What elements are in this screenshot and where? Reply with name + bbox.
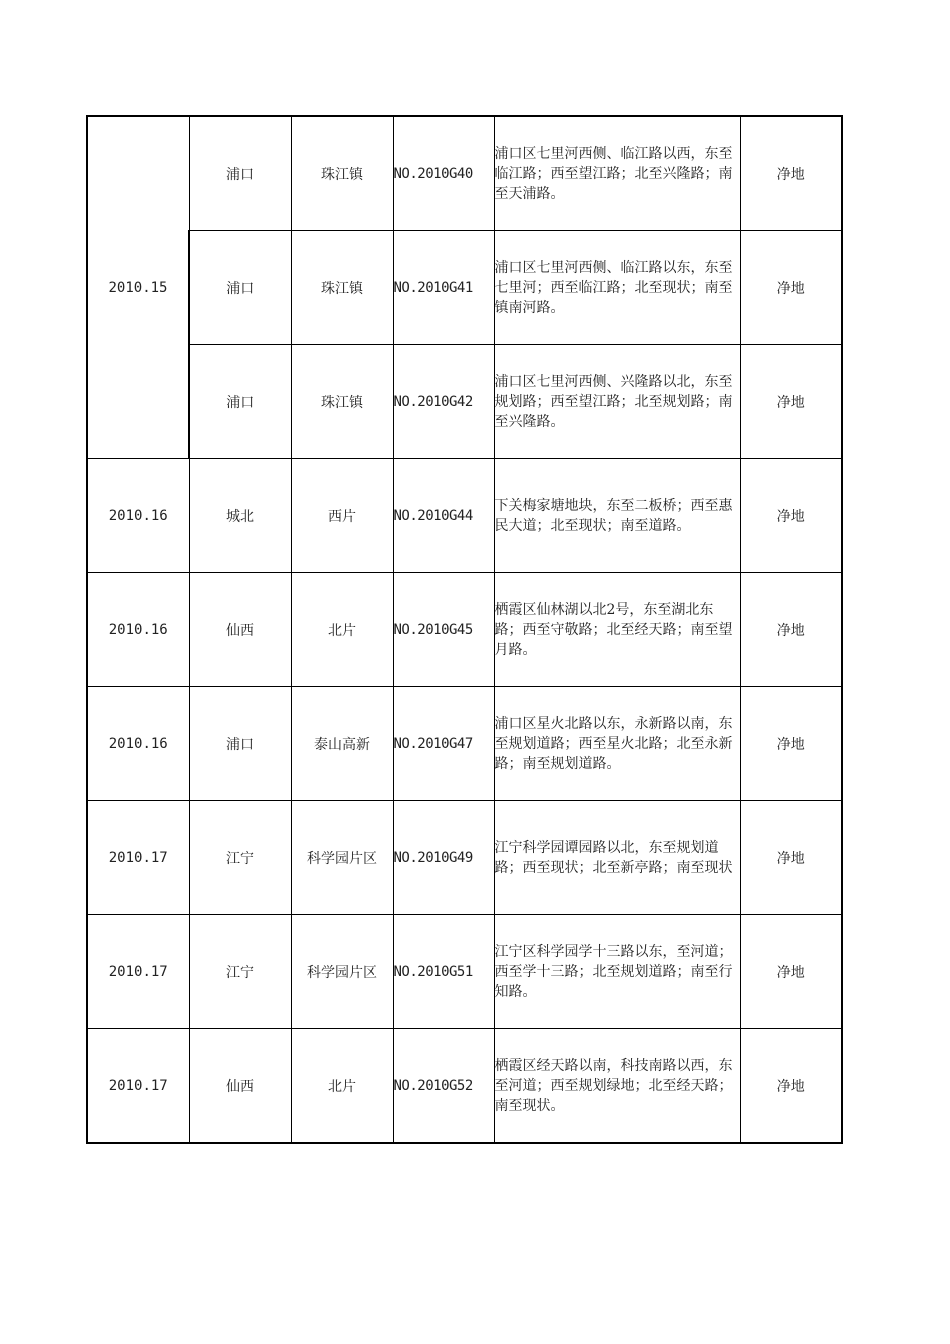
table-row [87, 573, 842, 687]
table-row [87, 1029, 842, 1144]
district-cell: 浦口 [189, 687, 291, 801]
location-cell: 栖霞区经天路以南，科技南路以西，东至河道；西至规划绿地；北至经天路；南至现状。 [494, 1029, 740, 1144]
date-cell: 2010.16 [87, 687, 189, 801]
status-cell: 净地 [740, 459, 842, 573]
district-cell: 仙西 [189, 573, 291, 687]
status-cell: 净地 [740, 801, 842, 915]
area-cell: 北片 [291, 573, 393, 687]
parcel-no-cell: NO.2010G51 [393, 915, 494, 1029]
date-cell: 2010.17 [87, 915, 189, 1029]
district-cell: 浦口 [189, 116, 291, 231]
parcel-no-cell: NO.2010G44 [393, 459, 494, 573]
table-row [87, 459, 842, 573]
status-cell: 净地 [740, 116, 842, 231]
date-cell: 2010.16 [87, 573, 189, 687]
parcel-no-cell: NO.2010G45 [393, 573, 494, 687]
district-cell: 城北 [189, 459, 291, 573]
parcel-no-cell: NO.2010G47 [393, 687, 494, 801]
district-cell: 浦口 [189, 345, 291, 459]
area-cell: 科学园片区 [291, 915, 393, 1029]
location-cell: 栖霞区仙林湖以北2号，东至湖北东路；西至守敬路；北至经天路；南至望月路。 [494, 573, 740, 687]
date-cell: 2010.17 [87, 1029, 189, 1144]
status-cell: 净地 [740, 915, 842, 1029]
location-cell: 下关梅家塘地块，东至二板桥；西至惠民大道；北至现状；南至道路。 [494, 459, 740, 573]
district-cell: 仙西 [189, 1029, 291, 1144]
status-cell: 净地 [740, 573, 842, 687]
date-cell: 2010.15 [87, 116, 189, 459]
district-cell: 浦口 [189, 231, 291, 345]
area-cell: 珠江镇 [291, 116, 393, 231]
land-table [86, 115, 843, 1144]
location-cell: 江宁科学园谭园路以北，东至规划道路；西至现状；北至新亭路；南至现状 [494, 801, 740, 915]
status-cell: 净地 [740, 345, 842, 459]
status-cell: 净地 [740, 687, 842, 801]
date-cell: 2010.16 [87, 459, 189, 573]
location-cell: 浦口区七里河西侧、临江路以东，东至七里河；西至临江路；北至现状；南至镇南河路。 [494, 231, 740, 345]
table-row [87, 345, 842, 459]
parcel-no-cell: NO.2010G40 [393, 116, 494, 231]
district-cell: 江宁 [189, 915, 291, 1029]
location-cell: 浦口区七里河西侧、临江路以西，东至临江路；西至望江路；北至兴隆路；南至天浦路。 [494, 116, 740, 231]
area-cell: 北片 [291, 1029, 393, 1144]
area-cell: 泰山高新 [291, 687, 393, 801]
table-row [87, 801, 842, 915]
parcel-no-cell: NO.2010G41 [393, 231, 494, 345]
parcel-no-cell: NO.2010G52 [393, 1029, 494, 1144]
area-cell: 珠江镇 [291, 231, 393, 345]
table-row [87, 687, 842, 801]
location-cell: 江宁区科学园学十三路以东，至河道；西至学十三路；北至规划道路；南至行知路。 [494, 915, 740, 1029]
table-row [87, 231, 842, 345]
area-cell: 珠江镇 [291, 345, 393, 459]
location-cell: 浦口区星火北路以东，永新路以南，东至规划道路；西至星火北路；北至永新路；南至规划道路。 [494, 687, 740, 801]
date-cell: 2010.17 [87, 801, 189, 915]
area-cell: 西片 [291, 459, 393, 573]
table-row [87, 915, 842, 1029]
district-cell: 江宁 [189, 801, 291, 915]
area-cell: 科学园片区 [291, 801, 393, 915]
status-cell: 净地 [740, 231, 842, 345]
parcel-no-cell: NO.2010G42 [393, 345, 494, 459]
parcel-no-cell: NO.2010G49 [393, 801, 494, 915]
location-cell: 浦口区七里河西侧、兴隆路以北，东至规划路；西至望江路；北至规划路；南至兴隆路。 [494, 345, 740, 459]
table-row [87, 116, 842, 231]
status-cell: 净地 [740, 1029, 842, 1144]
